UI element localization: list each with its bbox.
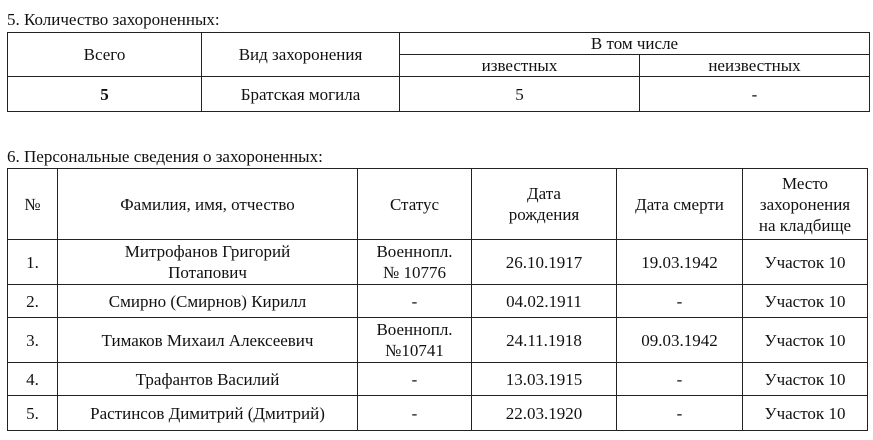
cell-birth-date: 26.10.1917 — [472, 240, 617, 285]
header-death-date: Дата смерти — [617, 169, 743, 240]
header-full-name: Фамилия, имя, отчество — [58, 169, 358, 240]
cell-full-name: Тимаков Михаил Алексеевич — [58, 318, 358, 363]
table-row — [8, 240, 868, 285]
section5-title: 5. Количество захороненных: — [7, 10, 220, 29]
cell-burial-place: Участок 10 — [743, 318, 868, 363]
cell-birth-date: 04.02.1911 — [472, 285, 617, 318]
cell-status: - — [358, 285, 472, 318]
personal-info-table — [7, 168, 868, 431]
cell-death-date: - — [617, 363, 743, 396]
header-total: Всего — [8, 33, 202, 77]
cell-status: - — [358, 396, 472, 431]
header-number: № — [8, 169, 58, 240]
cell-burial-place: Участок 10 — [743, 240, 868, 285]
cell-status: - — [358, 363, 472, 396]
cell-number: 1. — [8, 240, 58, 285]
cell-status: Военнопл. №10741 — [358, 318, 472, 363]
cell-burial-place: Участок 10 — [743, 285, 868, 318]
cell-death-date: 19.03.1942 — [617, 240, 743, 285]
value-burial-type: Братская могила — [202, 77, 400, 112]
header-burial-type: Вид захоронения — [202, 33, 400, 77]
table-row — [8, 318, 868, 363]
cell-full-name: Трафантов Василий — [58, 363, 358, 396]
value-known: 5 — [400, 77, 640, 112]
header-unknown: неизвестных — [640, 55, 870, 77]
table-row — [8, 363, 868, 396]
cell-full-name: Митрофанов Григорий Потапович — [58, 240, 358, 285]
cell-burial-place: Участок 10 — [743, 363, 868, 396]
cell-number: 5. — [8, 396, 58, 431]
header-birth-date: Дата рождения — [472, 169, 617, 240]
table-row — [8, 285, 868, 318]
cell-number: 2. — [8, 285, 58, 318]
cell-birth-date: 13.03.1915 — [472, 363, 617, 396]
cell-birth-date: 22.03.1920 — [472, 396, 617, 431]
cell-full-name: Смирно (Смирнов) Кирилл — [58, 285, 358, 318]
cell-number: 4. — [8, 363, 58, 396]
burial-count-table — [7, 32, 870, 112]
header-burial-place: Место захоронения на кладбище — [743, 169, 868, 240]
table-row — [8, 396, 868, 431]
header-status: Статус — [358, 169, 472, 240]
cell-birth-date: 24.11.1918 — [472, 318, 617, 363]
cell-death-date: 09.03.1942 — [617, 318, 743, 363]
cell-full-name: Растинсов Димитрий (Дмитрий) — [58, 396, 358, 431]
value-unknown: - — [640, 77, 870, 112]
header-known: известных — [400, 55, 640, 77]
cell-number: 3. — [8, 318, 58, 363]
cell-status: Военнопл. № 10776 — [358, 240, 472, 285]
header-including: В том числе — [400, 33, 870, 55]
cell-death-date: - — [617, 396, 743, 431]
section6-title: 6. Персональные сведения о захороненных: — [7, 147, 323, 166]
cell-burial-place: Участок 10 — [743, 396, 868, 431]
value-total: 5 — [8, 77, 202, 112]
cell-death-date: - — [617, 285, 743, 318]
